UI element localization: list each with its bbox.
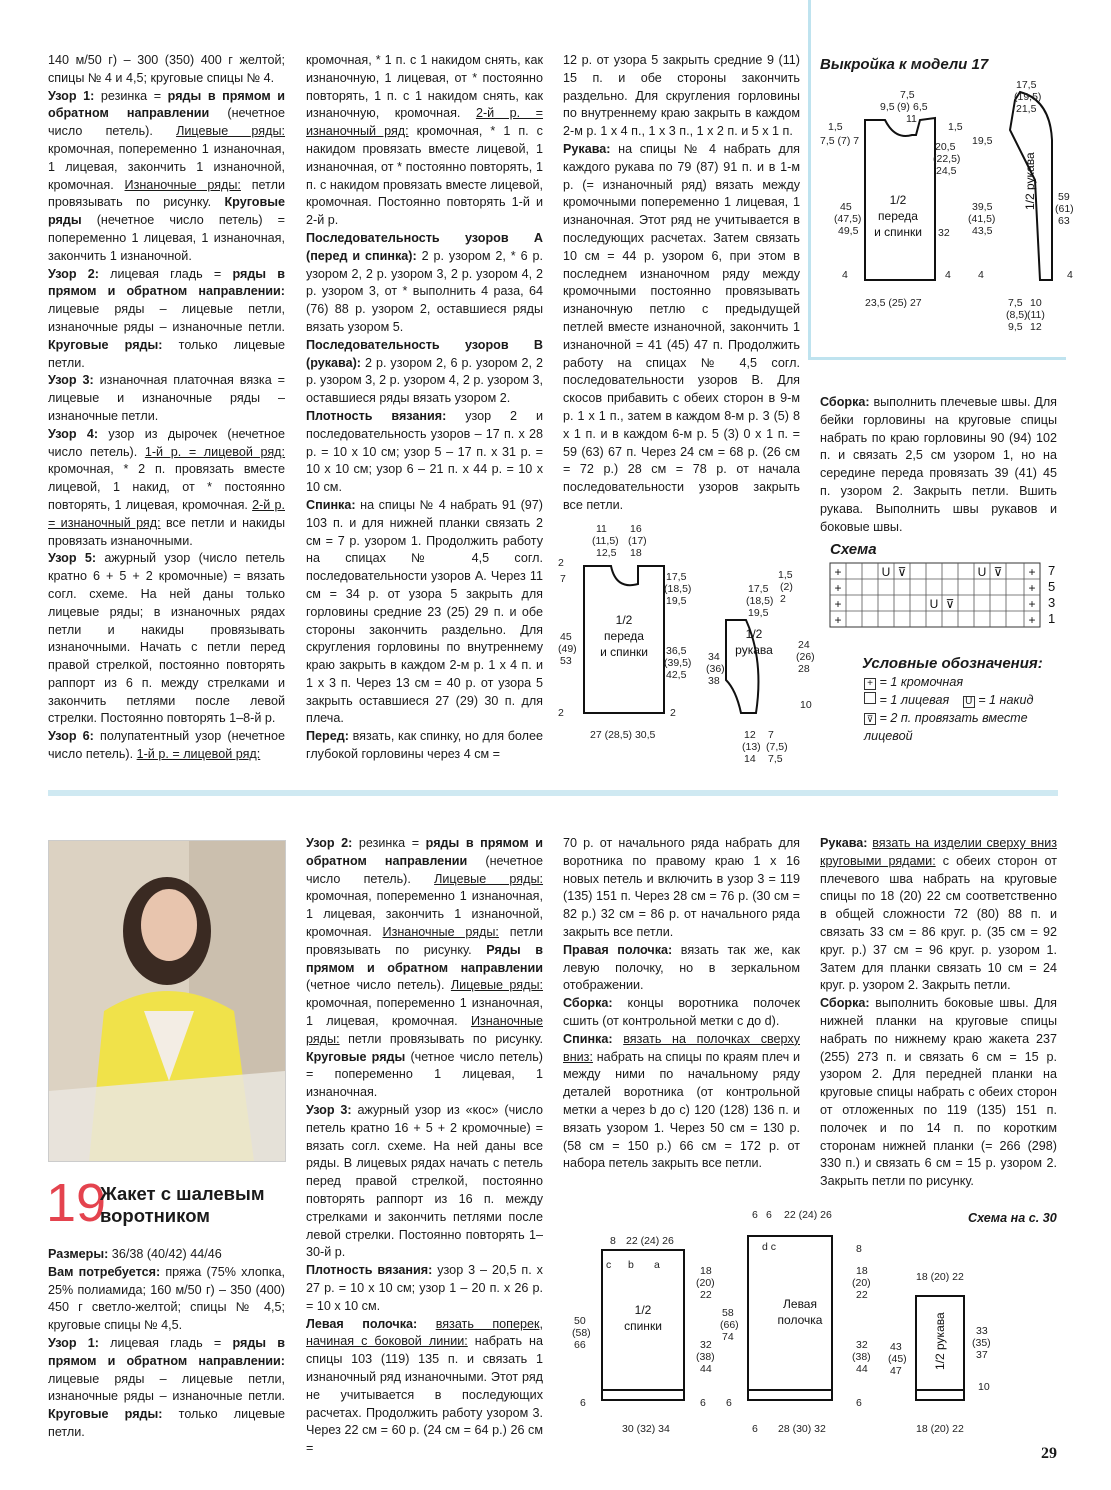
scheme-title: Схема bbox=[830, 541, 877, 558]
svg-text:37: 37 bbox=[976, 1349, 988, 1361]
diag17-front-label: 1/2 bbox=[889, 193, 907, 207]
svg-text:6: 6 bbox=[726, 1397, 732, 1409]
bottom-column-4 bbox=[820, 835, 1057, 1191]
svg-text:+: + bbox=[834, 565, 842, 579]
svg-text:19,5: 19,5 bbox=[972, 135, 993, 147]
paragraph: Узор 5: ажурный узор (число петель кратно 6 + 5 + 2 кромочные) = вязать согл. схеме. На ней даны только лицевые ряды; в изнаночных рядах петли и накиды провязывать изнаночными. Начать с петли перед правой стрелкой, постоянно повторять раппорт из 6 п. между стрелками и закончить петлями после левой стрелки. Постоянно повторять 1–8-й р. bbox=[48, 551, 285, 726]
svg-text:8: 8 bbox=[856, 1243, 862, 1255]
svg-text:(39,5): (39,5) bbox=[664, 657, 692, 669]
scheme-reference: Схема на с. 30 bbox=[968, 1211, 1057, 1225]
pattern-diagram-col3 bbox=[556, 520, 815, 765]
svg-text:1/2: 1/2 bbox=[745, 627, 763, 641]
svg-text:22 (24) 26: 22 (24) 26 bbox=[626, 1235, 674, 1247]
top-column-3 bbox=[563, 52, 800, 514]
svg-text:4: 4 bbox=[1067, 269, 1073, 281]
svg-text:+: + bbox=[1028, 565, 1036, 579]
svg-text:и спинки: и спинки bbox=[874, 225, 922, 239]
svg-text:32: 32 bbox=[700, 1339, 712, 1351]
svg-text:+: + bbox=[1028, 613, 1036, 627]
top-column-2 bbox=[306, 52, 544, 762]
svg-text:c: c bbox=[606, 1259, 612, 1271]
svg-text:28: 28 bbox=[798, 663, 810, 675]
top-column-1 bbox=[48, 52, 286, 762]
paragraph: Сборка: выполнить боковые швы. Для нижней планки на круговые спицы набрать по нижнему краю жакета 237 (255) 273 п. и связать 6 см = 15 р. узором 2. Для передней планки на круговые спицы набрать с обеих сторон от отложенных по 119 (135) 151 п. полочек и по 14 п. по коротким сторонам нижней планки (= 266 (298) 330 п.) и связать 6 см = 15 р. узором 2. Закрыть петли по рисунку. bbox=[820, 996, 1057, 1189]
svg-text:U: U bbox=[881, 565, 891, 579]
svg-text:a: a bbox=[654, 1259, 660, 1271]
svg-text:(11): (11) bbox=[1027, 309, 1045, 321]
paragraph: Последовательность узоров В (рукава): 2 р. узором 2, 6 р. узором 2, 2 р. узором 3, 2 р. узором 4, 2 р. узором 3, оставшиеся ряды вязать узором 2. bbox=[306, 337, 543, 406]
legend-yarnover: = 1 накид bbox=[978, 693, 1034, 707]
svg-text:44: 44 bbox=[700, 1363, 712, 1375]
svg-text:2: 2 bbox=[670, 707, 676, 719]
svg-text:28 (30) 32: 28 (30) 32 bbox=[778, 1423, 826, 1435]
svg-text:45: 45 bbox=[560, 631, 572, 643]
paragraph: Сборка: концы воротника полочек сшить (от контрольной метки с до d). bbox=[563, 996, 800, 1028]
svg-text:2: 2 bbox=[558, 707, 564, 719]
svg-text:+: + bbox=[834, 581, 842, 595]
svg-text:32: 32 bbox=[856, 1339, 868, 1351]
paragraph: Узор 3: ажурный узор из «кос» (число петель кратно 16 + 5 + 2 кромочные) = вязать согл. схеме. На ней даны все ряды. В лицевых рядах начать с петель перед правой стрелкой, постоянно повторять раппорт из 16 п. между стрелками и закончить петлями после левой стрелки. Постоянно повторять 1–30-й р. bbox=[306, 1102, 543, 1260]
svg-text:переда: переда bbox=[604, 629, 644, 643]
svg-text:12: 12 bbox=[1030, 321, 1042, 333]
svg-text:6,5: 6,5 bbox=[913, 101, 928, 113]
svg-text:4: 4 bbox=[842, 269, 848, 281]
svg-text:(38): (38) bbox=[852, 1351, 871, 1363]
svg-text:18 (20) 22: 18 (20) 22 bbox=[916, 1423, 964, 1435]
svg-text:18: 18 bbox=[630, 547, 642, 559]
svg-text:⊽: ⊽ bbox=[993, 565, 1003, 579]
svg-text:7: 7 bbox=[768, 729, 774, 741]
svg-text:7,5: 7,5 bbox=[900, 89, 915, 101]
legend: Условные обозначения: + = 1 кромочная = 1 лицевая U = 1 накид ⊽ = 2 п. провязать вместе лицевой bbox=[862, 655, 1043, 743]
svg-text:U: U bbox=[929, 597, 939, 611]
svg-text:34: 34 bbox=[708, 651, 720, 663]
svg-text:спинки: спинки bbox=[624, 1319, 662, 1333]
svg-text:12: 12 bbox=[744, 729, 756, 741]
svg-text:(7,5): (7,5) bbox=[766, 741, 788, 753]
svg-text:10: 10 bbox=[1030, 297, 1042, 309]
diag17-sleeve-label: 1/2 рукава bbox=[1023, 152, 1037, 210]
svg-text:⊽: ⊽ bbox=[897, 565, 907, 579]
svg-text:27 (28,5) 30,5: 27 (28,5) 30,5 bbox=[590, 729, 656, 741]
svg-text:11: 11 bbox=[596, 523, 607, 535]
svg-text:6: 6 bbox=[752, 1209, 758, 1221]
svg-text:17,5: 17,5 bbox=[666, 571, 687, 583]
svg-text:переда: переда bbox=[878, 209, 918, 223]
paragraph: Узор 1: резинка = ряды в прямом и обратном направлении (нечетное число петель). Лицевые ряды: кромочная, попеременно 1 изнаночная, 1 лицевая, закончить 1 изнаночной, кромочная. Изнаночные ряды: петли провязывать по рисунку. Круговые ряды (нечетное число петель) = попеременно 1 лицевая, 1 изнаночная, закончить 1 изнаночной. bbox=[48, 88, 286, 263]
svg-text:(45): (45) bbox=[888, 1353, 907, 1365]
svg-text:(61): (61) bbox=[1055, 203, 1074, 215]
svg-text:(66): (66) bbox=[720, 1319, 739, 1331]
svg-text:39,5: 39,5 bbox=[972, 201, 993, 213]
svg-text:19,5: 19,5 bbox=[666, 595, 687, 607]
svg-text:17,5: 17,5 bbox=[748, 583, 769, 595]
svg-text:5: 5 bbox=[1048, 579, 1056, 594]
pattern-diagram-19 bbox=[566, 1200, 1066, 1440]
svg-text:(41,5): (41,5) bbox=[968, 213, 996, 225]
svg-text:b: b bbox=[628, 1259, 634, 1271]
svg-text:33: 33 bbox=[976, 1325, 988, 1337]
svg-text:21,5: 21,5 bbox=[1016, 103, 1037, 115]
svg-text:43: 43 bbox=[890, 1341, 902, 1353]
svg-text:7: 7 bbox=[1048, 563, 1056, 578]
bottom-column-1 bbox=[48, 1246, 285, 1442]
svg-text:49,5: 49,5 bbox=[838, 225, 859, 237]
svg-text:(8,5): (8,5) bbox=[1006, 309, 1028, 321]
page-number: 29 bbox=[1041, 1445, 1057, 1462]
svg-text:(13): (13) bbox=[742, 741, 761, 753]
svg-text:11: 11 bbox=[906, 113, 917, 125]
legend-edge: = 1 кромочная bbox=[879, 675, 964, 689]
paragraph: Размеры: 36/38 (40/42) 44/46 bbox=[48, 1247, 222, 1261]
svg-text:7,5: 7,5 bbox=[1008, 297, 1023, 309]
paragraph: Узор 3: изнаночная платочная вязка = лицевые и изнаночные ряды – изнаночные петли. bbox=[48, 373, 285, 423]
svg-text:+: + bbox=[834, 613, 842, 627]
svg-text:1,5: 1,5 bbox=[948, 121, 963, 133]
svg-text:32: 32 bbox=[938, 227, 950, 239]
svg-text:(17): (17) bbox=[628, 535, 647, 547]
svg-text:и спинки: и спинки bbox=[600, 645, 648, 659]
svg-text:U: U bbox=[977, 565, 987, 579]
svg-text:(18,5): (18,5) bbox=[664, 583, 692, 595]
svg-text:1,5: 1,5 bbox=[828, 121, 843, 133]
svg-text:(58): (58) bbox=[572, 1327, 591, 1339]
paragraph: Рукава: на спицы № 4 набрать для каждого рукава по 79 (87) 91 п. и в 1-м р. (= изнаночный ряд) вязать между кромочными попеременно 1 лицевая, 1 изнаночная. Этот ряд не учитывается в последующих расчетах. Затем связать 10 см = 44 р. узором 6, при этом в последнем изнаночном ряду между кромочными постоянно провязывать изнаночную петлю с предыдущей петлей вместе изнаночной, закончить 1 изнаночной = 41 (45) 47 п. Продолжить работу на спицах № 4,5 согл. последовательности узоров В. Для скосов прибавить с обеих сторон в 9-м р. 1 х 1 п., затем в каждом 8-м р. 3 (5) 8 х 1 п. и в каждом 6-м р. 5 (3) 0 х 1 п. = 59 (63) 67 п. Через 24 см = 68 р. (26 см = 72 р.) 28 см = 78 р. от начала последовательности узоров закрыть все петли. bbox=[563, 141, 800, 512]
model-photo bbox=[48, 840, 286, 1162]
svg-text:23,5 (25) 27: 23,5 (25) 27 bbox=[865, 297, 922, 309]
svg-text:1/2 рукава: 1/2 рукава bbox=[933, 1312, 947, 1370]
svg-text:24,5: 24,5 bbox=[936, 165, 957, 177]
svg-text:(11,5): (11,5) bbox=[592, 535, 619, 547]
svg-text:24: 24 bbox=[798, 639, 810, 651]
svg-text:1,5: 1,5 bbox=[778, 569, 793, 581]
svg-text:(38): (38) bbox=[696, 1351, 715, 1363]
svg-text:43,5: 43,5 bbox=[972, 225, 993, 237]
paragraph: 12 р. от узора 5 закрыть средние 9 (11) 15 п. и обе стороны закончить раздельно. Для скругления горловины по внутреннему краю закрыть в каждом 2-м р. 1 х 4 п., 1 х 3 п., 1 х 2 п. и 5 х 1 п. bbox=[563, 53, 800, 139]
pattern-title: Выкройка к модели 17 bbox=[820, 56, 989, 73]
paragraph: Спинка: вязать на полочках сверху вниз: набрать на спицы по краям плеч и между ними по начальному ряду деталей воротника (от контрольной метки а через b до c) 120 (128) 136 п. и вязать узором 1. Через 50 см = 130 р. (58 см = 150 р.) 66 см = 172 р. от набора петель закрыть все петли. bbox=[563, 1031, 800, 1171]
svg-text:45: 45 bbox=[840, 201, 852, 213]
svg-text:22: 22 bbox=[700, 1289, 712, 1301]
svg-text:6: 6 bbox=[700, 1397, 706, 1409]
paragraph: Правая полочка: вязать так же, как левую полочку, но в зеркальном отображении. bbox=[563, 942, 800, 993]
svg-text:6: 6 bbox=[856, 1397, 862, 1409]
svg-text:+: + bbox=[834, 597, 842, 611]
model-number: 19 bbox=[46, 1173, 107, 1233]
paragraph: Левая полочка: вязать поперек, начиная с боковой линии: набрать на спицы 103 (119) 135 п. и связать 1 изнаночный ряд изнаночными. Этот ряд не учитывается в последующих расчетах. Продолжить работу узором 3. Через 22 см = 60 р. (24 см = 64 р.) 26 см = bbox=[306, 1316, 543, 1456]
svg-text:22: 22 bbox=[856, 1289, 868, 1301]
svg-text:58: 58 bbox=[722, 1307, 734, 1319]
paragraph: Узор 2: резинка = ряды в прямом и обратном направлении (нечетное число петель). Лицевые ряды: кромочная, попеременно 1 изнаночная, 1 лицевая, закончить 1 изнаночной, кромочная. Изнаночные ряды: петли провязывать по рисунку. Ряды в прямом и обратном направлении (четное число петель). Лицевые ряды: кромочная, попеременно 1 изнаночная, 1 лицевая, кромочная. Изнаночные ряды: петли провязывать по рисунку. Круговые ряды (четное число петель) = попеременно 1 лицевая, 1 изнаночная. bbox=[306, 836, 544, 1100]
svg-text:38: 38 bbox=[708, 675, 720, 687]
svg-text:74: 74 bbox=[722, 1331, 734, 1343]
knitting-scheme bbox=[828, 561, 1068, 636]
svg-text:+: + bbox=[1028, 597, 1036, 611]
svg-text:7: 7 bbox=[560, 573, 566, 585]
svg-text:(20): (20) bbox=[696, 1277, 715, 1289]
svg-text:4: 4 bbox=[945, 269, 951, 281]
svg-text:6: 6 bbox=[752, 1423, 758, 1435]
svg-text:22 (24) 26: 22 (24) 26 bbox=[784, 1209, 832, 1221]
svg-text:d c: d c bbox=[762, 1241, 777, 1253]
svg-text:7,5 (7) 7: 7,5 (7) 7 bbox=[820, 135, 860, 147]
svg-text:42,5: 42,5 bbox=[666, 669, 687, 681]
svg-text:19,5: 19,5 bbox=[748, 607, 769, 619]
pattern-box-border-bottom bbox=[808, 357, 1066, 360]
svg-text:(18,5): (18,5) bbox=[746, 595, 774, 607]
svg-text:+: + bbox=[1028, 581, 1036, 595]
model-title: Жакет с шалевым воротником bbox=[100, 1183, 265, 1226]
svg-text:17,5: 17,5 bbox=[1016, 79, 1037, 91]
svg-text:18 (20) 22: 18 (20) 22 bbox=[916, 1271, 964, 1283]
svg-text:⊽: ⊽ bbox=[945, 597, 955, 611]
svg-text:12,5: 12,5 bbox=[596, 547, 617, 559]
paragraph: Плотность вязания: узор 3 – 20,5 п. х 27 р. = 10 х 10 см; узор 1 – 20 п. х 26 р. = 10 х 10 см. bbox=[306, 1263, 543, 1313]
paragraph: Последовательность узоров А (перед и спинка): 2 р. узором 2, * 6 р. узором 2, 2 р. узором 3, 2 р. узором 4, 2 р. узором 3, от * выполнить 4 раза, 64 (76) 88 р. узором 2, оставшиеся ряды вязать узором 5. bbox=[306, 230, 544, 334]
svg-text:8: 8 bbox=[610, 1235, 616, 1247]
bottom-column-3 bbox=[563, 835, 800, 1173]
svg-text:30 (32) 34: 30 (32) 34 bbox=[622, 1423, 670, 1435]
svg-text:полочка: полочка bbox=[777, 1313, 823, 1327]
svg-text:1: 1 bbox=[1048, 611, 1056, 626]
svg-text:(22,5): (22,5) bbox=[933, 153, 961, 165]
svg-text:6: 6 bbox=[766, 1209, 772, 1221]
svg-text:(47,5): (47,5) bbox=[834, 213, 862, 225]
svg-text:47: 47 bbox=[890, 1365, 902, 1377]
svg-text:36,5: 36,5 bbox=[666, 645, 687, 657]
paragraph: Плотность вязания: узор 2 и последовательность узоров – 17 п. х 28 р. = 10 х 10 см; узор 5 – 17 п. х 31 р. = 10 х 10 см; узор 6 – 21 п. х 44 р. = 10 х 10 см. bbox=[306, 408, 543, 495]
svg-text:18: 18 bbox=[856, 1265, 868, 1277]
svg-text:20,5: 20,5 bbox=[935, 141, 956, 153]
svg-text:53: 53 bbox=[560, 655, 572, 667]
paragraph: Узор 1: лицевая гладь = ряды в прямом и обратном направлении: лицевые ряды – лицевые петли, изнаночные ряды – изнаночные петли. Круговые ряды: только лицевые петли. bbox=[48, 1335, 285, 1439]
svg-text:(20): (20) bbox=[852, 1277, 871, 1289]
pattern-diagram-17 bbox=[820, 79, 1074, 335]
paragraph: Узор 2: лицевая гладь = ряды в прямом и обратном направлении: лицевые ряды – лицевые петли, изнаночные ряды – изнаночные петли. Круговые ряды: только лицевые петли. bbox=[48, 266, 285, 370]
pattern-box-border bbox=[808, 0, 811, 360]
svg-text:9,5: 9,5 bbox=[1008, 321, 1023, 333]
paragraph: кромочная, * 1 п. с 1 накидом снять, как изнаночную, 1 лицевая, от * постоянно повторять, 1 п. с 1 накидом снять, как изнаночную, кромочная. 2-й р. = изнаночный ряд: кромочная, * 1 п. с накидом провязать вместе лицевой, 1 изнаночная, от * постоянно повторять, 1 п. с накидом провязать вместе лицевой, кромочная. Постоянно повторять 1-й и 2-й р. bbox=[306, 53, 544, 228]
svg-text:(9): (9) bbox=[897, 101, 910, 113]
svg-text:44: 44 bbox=[856, 1363, 868, 1375]
svg-text:рукава: рукава bbox=[735, 643, 773, 657]
svg-text:(26): (26) bbox=[796, 651, 815, 663]
top-column-4 bbox=[820, 394, 1057, 536]
paragraph: Перед: вязать, как спинку, но для более глубокой горловины через 4 см = bbox=[306, 729, 543, 762]
paragraph: 70 р. от начального ряда набрать для воротника по правому краю 1 х 16 новых петель и включить в узор 3 = 119 (135) 151 п. Через 28 см = 76 р. (30 см = 82 р.) 32 см = 86 р. от начального ряда закрыть все петли. bbox=[563, 836, 800, 939]
legend-knit: = 1 лицевая bbox=[879, 693, 950, 707]
svg-text:18: 18 bbox=[700, 1265, 712, 1277]
svg-text:50: 50 bbox=[574, 1315, 586, 1327]
svg-text:3: 3 bbox=[1048, 595, 1056, 610]
paragraph: Вам потребуется: пряжа (75% хлопка, 25% полиамида; 160 м/50 г) – 350 (400) 450 г светло-желтой; спицы № 4,5; круговые спицы № 4,5. bbox=[48, 1264, 286, 1333]
svg-text:14: 14 bbox=[744, 753, 756, 765]
svg-text:10: 10 bbox=[978, 1381, 990, 1393]
paragraph: 140 м/50 г) – 300 (350) 400 г желтой; спицы № 4 и 4,5; круговые спицы № 4. bbox=[48, 53, 285, 85]
paragraph: Узор 4: узор из дырочек (нечетное число петель). 1-й р. = лицевой ряд: кромочная, * 2 п. провязать вместе лицевой, 1 накид, от * постоянно повторять, 1 лицевая, кромочная. 2-й р. = изнаночный ряд: все петли и накиды провязать изнаночными. bbox=[48, 426, 286, 548]
svg-text:(36): (36) bbox=[706, 663, 725, 675]
svg-text:1/2: 1/2 bbox=[634, 1303, 652, 1317]
svg-text:59: 59 bbox=[1058, 191, 1070, 203]
svg-text:6: 6 bbox=[580, 1397, 586, 1409]
svg-text:(49): (49) bbox=[558, 643, 577, 655]
svg-text:(19,5): (19,5) bbox=[1014, 91, 1042, 103]
svg-text:9,5: 9,5 bbox=[880, 101, 895, 113]
svg-text:1/2: 1/2 bbox=[615, 613, 633, 627]
paragraph: Сборка: выполнить плечевые швы. Для бейки горловины на круговые спицы набрать по краю горловины 90 (94) 102 п. и связать 2,5 см узором 1, но на середине переда провязать 39 (41) 45 п. узором 2. Закрыть петли. Вшить рукава. Выполнить швы рукавов и боковые швы. bbox=[820, 395, 1057, 534]
svg-text:7,5: 7,5 bbox=[768, 753, 783, 765]
svg-text:4: 4 bbox=[978, 269, 984, 281]
svg-text:10: 10 bbox=[800, 699, 812, 711]
svg-text:Левая: Левая bbox=[783, 1297, 817, 1311]
paragraph: Рукава: вязать на изделии сверху вниз круговыми рядами: с обеих сторон от плечевого шва набрать на круговые спицы по 18 (20) 22 см соответственно в общей сложности 72 (80) 88 п. и связать 33 см = 86 круг. р. (35 см = 92 круг. р.) 37 см = 96 круг. р. узором 1. Затем для планки связать 10 см = 24 круг. р. узором 2. Закрыть петли. bbox=[820, 836, 1057, 993]
svg-text:63: 63 bbox=[1058, 215, 1070, 227]
svg-text:2: 2 bbox=[558, 557, 564, 569]
legend-title: Условные обозначения: bbox=[862, 655, 1043, 672]
paragraph: Спинка: на спицы № 4 набрать 91 (97) 103 п. и для нижней планки связать 2 см = 7 р. узором 1. Продолжить работу на спицах № 4,5 согл. последовательности узоров А. Через 11 см = 34 р. от узора 5 закрыть для горловины средние 23 (25) 29 п. и обе стороны закончить раздельно. Для скругления горловины по внутреннему краю закрыть в каждом 2-м р. 1 х 4 п. и 1 х 3 п. Через 13 см = 40 р. от узора 5 закрыть оставшиеся 27 (29) 30 п. для плеча. bbox=[306, 497, 543, 726]
svg-text:16: 16 bbox=[630, 523, 642, 535]
bottom-column-2 bbox=[306, 835, 544, 1456]
svg-text:(2): (2) bbox=[780, 581, 793, 593]
legend-k2tog: = 2 п. провязать вместе лицевой bbox=[864, 711, 1028, 743]
svg-text:(35): (35) bbox=[972, 1337, 991, 1349]
svg-text:66: 66 bbox=[574, 1339, 586, 1351]
section-divider bbox=[48, 790, 1058, 796]
svg-text:2: 2 bbox=[780, 593, 786, 605]
paragraph: Узор 6: полупатентный узор (нечетное число петель). 1-й р. = лицевой ряд: bbox=[48, 729, 285, 762]
